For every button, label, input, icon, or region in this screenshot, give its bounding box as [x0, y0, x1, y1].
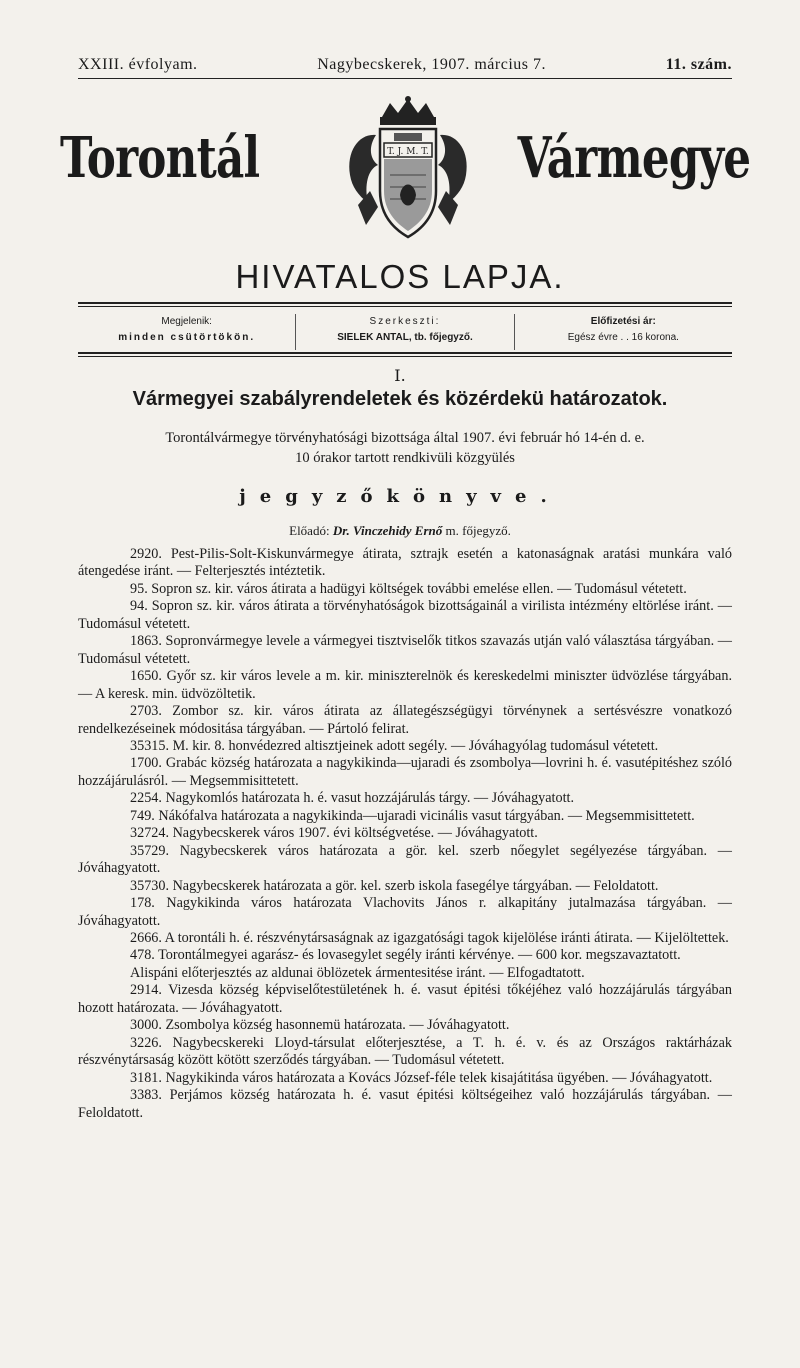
minutes-entry: 2254. Nagykomlós határozata h. é. vasut hozzájárulás tárgy. — Jóváhagyatott. — [130, 790, 575, 807]
minutes-entry: 35315. M. kir. 8. honvédezred altisztjeinek adott segély. — Jóváhagyólag tudomásul vétetett. — [130, 737, 659, 754]
rule — [78, 356, 732, 357]
minutes-entry: 3000. Zsombolya község hasonnemü határozata. — Jóváhagyatott. — [130, 1017, 510, 1034]
coat-of-arms-icon — [338, 95, 478, 245]
rule — [78, 352, 732, 354]
minutes-entry: 1650. Győr sz. kir város levele a m. kir. miniszterelnök és kereskedelmi miniszter üdvözlése tárgyában. — A keresk. min. üdvözöltetik. — [78, 668, 732, 702]
minutes-entry: 35730. Nagybecskerek határozata a gör. kel. szerb iskola fasegélye tárgyában. — Feloldatott. — [130, 877, 659, 894]
minutes-entry: 94. Sopron sz. kir. város átirata a törvényhatóságok bizottságainál a virilista intézmény eltörlése iránt. — Tudomásul vétetett. — [78, 598, 732, 632]
minutes-entry: 35729. Nagybecskerek város határozata a gör. kel. szerb nőegylet segélyezése tárgyában. — Jóváhagyatott. — [78, 842, 732, 877]
minutes-entry: 2666. A torontáli h. é. részvénytársaságnak az igazgatósági tagok kijelölése iránti átirata. — Kijelöltettek. — [130, 929, 729, 946]
masthead-title-right: Vármegye — [517, 125, 750, 191]
minutes-entry: 3226. Nagybecskereki Lloyd-társulat előterjesztése, a T. h. é. v. és az Országos raktárházak részvénytársaság között kötött szerződés tárgyában. — Tudomásul vétetett. — [78, 1034, 732, 1069]
issue-header — [78, 56, 732, 74]
info-price: Előfizetési ár: Egész évre . . 16 korona. — [567, 316, 679, 343]
section-title: Vármegyei szabályrendeletek és közérdekü határozatok. — [132, 388, 668, 410]
presenter-name: Dr. Vinczehidy Ernő — [332, 523, 443, 538]
volume-label: XXIII. évfolyam. — [78, 56, 198, 73]
place-date-label: Nagybecskerek, 1907. március 7. — [317, 56, 546, 73]
issue-number-label: 11. szám. — [665, 56, 732, 73]
crest-inscription: T. J. M. T. — [387, 147, 429, 157]
minutes-entry: Alispáni előterjesztés az aldunai öblözetek ármentesitése iránt. — Elfogadtatott. — [130, 964, 585, 981]
minutes-body — [78, 546, 732, 1122]
rule — [78, 306, 732, 307]
info-editor: Szerkeszti: SIELEK ANTAL, tb. főjegyző. — [295, 314, 514, 350]
section-number: I. — [394, 366, 406, 385]
minutes-entry: 2703. Zombor sz. kir. város átirata az állategészségügyi törvénynek a sertésvészre vonatkozó rendelkezéseinek módositása tárgyában. — Pártoló felirat. — [78, 703, 732, 737]
minutes-entry: 1700. Grabác község határozata a nagykikinda—ujaradi és zsombolya—lovrini h. é. vasutépitéshez szóló hozzájárulásról. — Megsemmisittetett. — [78, 755, 732, 789]
minutes-entry: 1863. Sopronvármegye levele a vármegyei tisztviselők titkos szavazás utján való választása tárgyában. — Tudomásul vétetett. — [78, 633, 732, 667]
minutes-entry: 95. Sopron sz. kir. város átirata a hadügyi költségek további emelése ellen. — Tudomásul vétetett. — [130, 580, 687, 597]
minutes-entry: 178. Nagykikinda város határozata Vlachovits János r. alkapitány jutalmazása tárgyában. — Jóváhagyatott. — [78, 895, 732, 929]
minutes-entry: 2914. Vizesda község képviselőtestületének h. é. vasut épitési tőkéjéhez való hozzájárulás tárgyában hozott határozata. — Jóváhagyatott. — [78, 982, 732, 1016]
masthead-title-left: Torontál — [60, 125, 260, 191]
minutes-heading: jegyzőkönyve. — [239, 486, 561, 507]
header-rule — [78, 78, 732, 79]
masthead — [60, 95, 750, 245]
info-published: Megjelenik: minden csütörtökön. — [118, 316, 256, 343]
rule — [78, 302, 732, 304]
minutes-entry: 478. Torontálmegyei agarász- és lovasegylet segély iránti kérvénye. — 600 kor. megszavaztatott. — [130, 947, 681, 964]
minutes-entry: 32724. Nagybecskerek város 1907. évi költségvetése. — Jóváhagyatott. — [130, 825, 538, 842]
publication-info — [78, 314, 732, 350]
minutes-entry: 3181. Nagykikinda város határozata a Kovács József-féle telek kisajátitása ügyében. — Jóváhagyatott. — [130, 1069, 713, 1086]
minutes-entry: 749. Nákófalva határozata a nagykikinda—ujaradi vicinális vasut tárgyában. — Megsemmisittetett. — [130, 807, 695, 824]
minutes-entry: 3383. Perjámos község határozata h. é. vasut épitési költségeihez való hozzájárulás tárgyában. — Feloldatott. — [78, 1087, 732, 1121]
minutes-entry: 2920. Pest-Pilis-Solt-Kiskunvármegye átirata, sztrajk esetén a katonaságnak aratási munkára való átengedése iránt. — Felterjesztés intéztetik. — [78, 546, 732, 580]
presenter-line: Előadó: Dr. Vinczehidy Ernő m. főjegyző. — [289, 523, 511, 538]
subtitle: HIVATALOS LAPJA. — [235, 258, 565, 295]
meeting-description: Torontálvármegye törvényhatósági bizottsága által 1907. évi február hó 14-én d. e. 10 órakor tartott rendkivüli közgyülés — [165, 430, 645, 466]
